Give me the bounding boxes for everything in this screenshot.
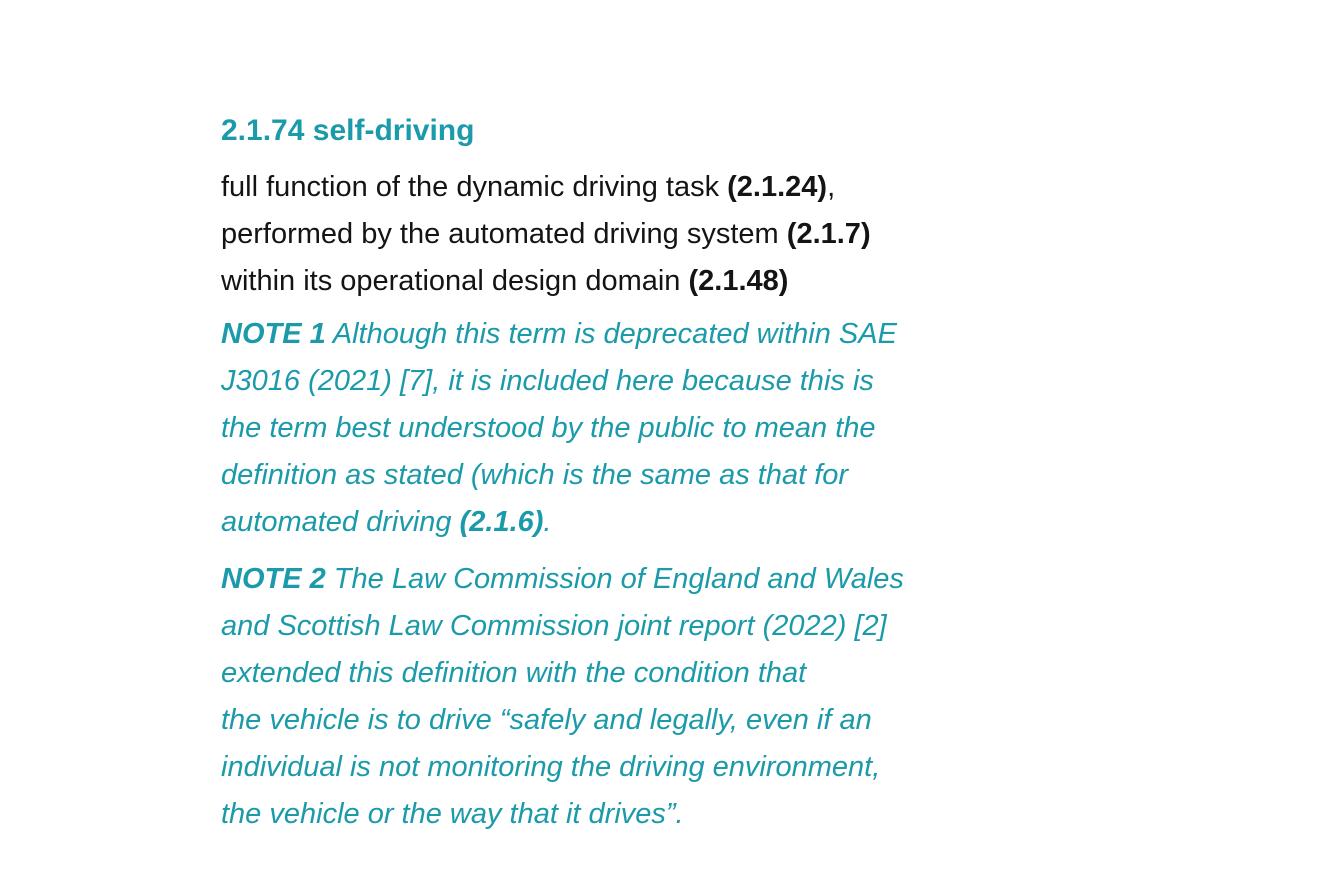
entry-term: self-driving	[312, 114, 475, 147]
definition-text: within its operational design domain	[221, 265, 689, 297]
note-line	[221, 499, 1161, 546]
note-line: the term best understood by the public to mean the	[221, 412, 876, 444]
definition-text: performed by the automated driving system	[221, 218, 787, 250]
note-line: J3016 (2021) [7], it is included here because this is	[221, 365, 874, 397]
definition-line	[221, 164, 1161, 211]
note-label: NOTE 1	[221, 318, 326, 350]
cross-reference: (2.1.7)	[786, 218, 871, 250]
note-1	[221, 311, 1161, 546]
definition-text: full function of the dynamic driving task	[221, 171, 728, 203]
cross-reference: (2.1.24)	[727, 171, 828, 203]
definition	[221, 164, 1161, 305]
note-text: The Law Commission of England and Wales	[325, 563, 904, 595]
note-2	[221, 556, 1161, 838]
cross-reference: (2.1.6)	[459, 506, 544, 538]
note-line: the vehicle is to drive “safely and legally, even if an	[221, 704, 872, 736]
entry-heading	[221, 108, 1161, 154]
note-line	[221, 311, 1161, 358]
definition-punctuation: ,	[827, 171, 836, 203]
note-line: individual is not monitoring the driving environment,	[221, 751, 881, 783]
cross-reference: (2.1.48)	[688, 265, 789, 297]
note-text: automated driving	[221, 506, 460, 538]
note-line: definition as stated (which is the same as that for	[221, 459, 849, 491]
note-line: the vehicle or the way that it drives”.	[221, 798, 684, 830]
note-line: and Scottish Law Commission joint report (2022) [2]	[221, 610, 887, 642]
note-punctuation: .	[543, 506, 552, 538]
definition-line	[221, 211, 1161, 258]
glossary-entry	[221, 108, 1161, 848]
note-label: NOTE 2	[221, 563, 326, 595]
entry-number: 2.1.74	[221, 114, 305, 147]
note-text: Although this term is deprecated within SAE	[325, 318, 897, 350]
note-line	[221, 556, 1161, 603]
note-line: extended this definition with the condition that	[221, 657, 807, 689]
definition-line	[221, 258, 1161, 305]
